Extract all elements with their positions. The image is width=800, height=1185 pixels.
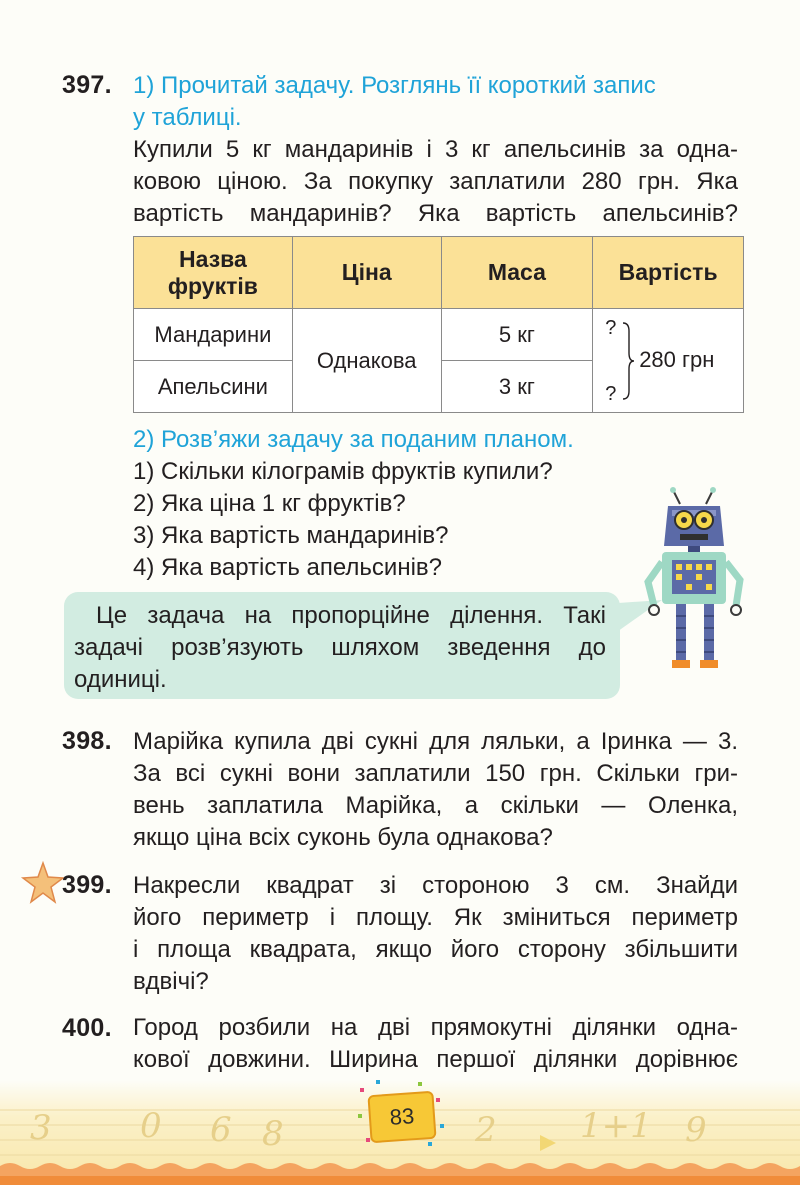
note-line-1: Це задача на пропорційне ділення. Такі [96, 602, 606, 629]
task-number-397: 397. [62, 71, 112, 99]
task-398-body [133, 726, 738, 854]
page-number: 83 [367, 1091, 436, 1143]
task-397-part1-line-2: у таблиці. [133, 104, 242, 131]
task-397-part2-title: 2) Розв’яжи задачу за поданим планом. [133, 426, 574, 453]
table-header-mass: Маса [441, 237, 593, 309]
plan-item-2: 2) Яка ціна 1 кг фруктів? [133, 490, 406, 517]
task-398-line-2: За всі сукні вони заплатили 150 грн. Скільки гри- [133, 760, 738, 787]
robot-illustration [640, 486, 750, 670]
decor-digit: 6 [210, 1110, 232, 1150]
table-cell-fruit-1: Мандарини [134, 309, 293, 361]
task-400-line-1: Город розбили на дві прямокутні ділянки одна- [133, 1014, 738, 1041]
task-399-line-1: Накресли квадрат зі стороною 3 см. Знайди [133, 872, 738, 899]
task-399-body [133, 870, 738, 998]
task-397-body-line-3: вартість мандаринів? Яка вартість апельсинів? [133, 200, 738, 227]
decor-digit: 0 [140, 1106, 162, 1146]
task-398-line-4: якщо ціна всіх суконь була однакова? [133, 824, 553, 851]
table-cell-cost [593, 309, 744, 413]
task-397-body-line-1: Купили 5 кг мандаринів і 3 кг апельсинів за одна- [133, 136, 738, 163]
task-398-line-3: вень заплатила Марійка, а скільки — Оленка, [133, 792, 738, 819]
total-cost: 280 грн [639, 347, 715, 372]
task-399-line-4: вдвічі? [133, 968, 209, 995]
table-cell-mass-1: 5 кг [441, 309, 593, 361]
task-number-400: 400. [62, 1014, 112, 1042]
table-cell-fruit-2: Апельсини [134, 361, 293, 413]
cost-question-2: ? [605, 383, 617, 405]
decor-digit: 1+1 [580, 1106, 652, 1146]
plan-item-3: 3) Яка вартість мандаринів? [133, 522, 449, 549]
task-397-part1-title [133, 70, 738, 134]
cost-question-1: ? [605, 317, 617, 339]
decor-digit: 2 [475, 1110, 497, 1150]
decor-digit: 9 [685, 1110, 707, 1150]
note-line-2: задачі розв’язують шляхом зведення до [74, 634, 606, 661]
task-399-line-2: його периметр і площу. Як зміниться периметр [133, 904, 738, 931]
task-number-399: 399. [62, 871, 112, 899]
brace-icon [621, 321, 635, 401]
note-line-3: одиниці. [74, 666, 167, 693]
decor-digit: 3 [30, 1108, 52, 1148]
decor-digit: 8 [262, 1114, 284, 1154]
table-header-cost: Вартість [593, 237, 744, 309]
table-cell-price: Однакова [292, 309, 441, 413]
table-header-name-text: Назва фруктів [167, 245, 258, 299]
task-399-line-3: і площа квадрата, якщо його сторону збільшити [133, 936, 738, 963]
table-header-name [134, 237, 293, 309]
table-cell-mass-2: 3 кг [441, 361, 593, 413]
table-header-row [134, 237, 744, 309]
task-397-body-line-2: ковою ціною. За покупку заплатили 280 грн. Яка [133, 168, 738, 195]
task-397-part1-line-1: 1) Прочитай задачу. Розглянь її короткий запис [133, 72, 656, 99]
fruit-table [133, 236, 744, 413]
table-row [134, 309, 744, 361]
task-400-line-2: кової довжини. Ширина першої ділянки дорівнює [133, 1046, 738, 1073]
task-398-line-1: Марійка купила дві сукні для ляльки, а Іринка — 3. [133, 728, 738, 755]
task-400-body [133, 1012, 738, 1076]
rule-note-text [74, 600, 606, 696]
task-number-398: 398. [62, 727, 112, 755]
task-397-body [133, 134, 738, 230]
table-header-price: Ціна [292, 237, 441, 309]
plan-item-1: 1) Скільки кілограмів фруктів купили? [133, 458, 553, 485]
star-icon [20, 860, 66, 906]
plan-item-4: 4) Яка вартість апельсинів? [133, 554, 443, 581]
